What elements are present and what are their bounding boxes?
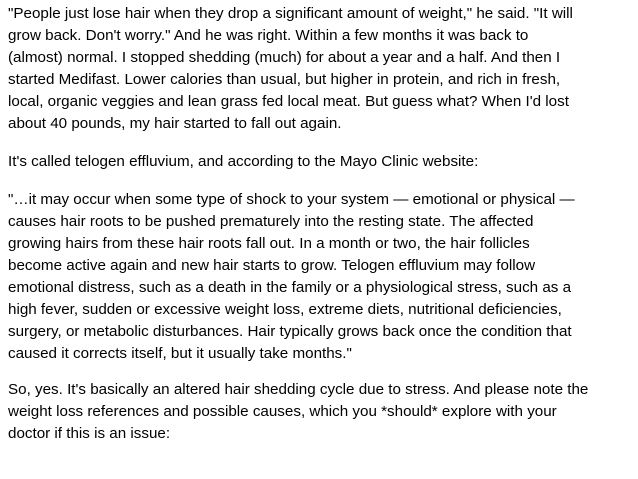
paragraph-telogen-intro bbox=[8, 151, 632, 173]
text-line: become active again and new hair starts to grow. Telogen effluvium may follow bbox=[8, 257, 536, 274]
text-line: "People just lose hair when they drop a significant amount of weight," he said. "It will bbox=[8, 5, 573, 22]
text-line: It's called telogen effluvium, and according to the Mayo Clinic website: bbox=[8, 153, 479, 170]
paragraph-hair-loss-story bbox=[8, 3, 632, 135]
text-line: "…it may occur when some type of shock to your system — emotional or physical — bbox=[8, 191, 575, 208]
text-line: (almost) normal. I stopped shedding (much) for about a year and a half. And then I bbox=[8, 49, 561, 66]
text-line: high fever, sudden or excessive weight loss, extreme diets, nutritional deficiencies, bbox=[8, 301, 562, 318]
text-line: started Medifast. Lower calories than usual, but higher in protein, and rich in fresh, bbox=[8, 71, 561, 88]
text-line: causes hair roots to be pushed prematurely into the resting state. The affected bbox=[8, 213, 534, 230]
paragraph-conclusion bbox=[8, 379, 632, 445]
text-line: grow back. Don't worry." And he was right. Within a few months it was back to bbox=[8, 27, 529, 44]
text-line: local, organic veggies and lean grass fed local meat. But guess what? When I'd lost bbox=[8, 93, 569, 110]
text-line: about 40 pounds, my hair started to fall out again. bbox=[8, 115, 342, 132]
paragraph-mayo-clinic-quote bbox=[8, 189, 632, 365]
text-line: caused it corrects itself, but it usually take months." bbox=[8, 345, 352, 362]
text-line: surgery, or metabolic disturbances. Hair typically grows back once the condition that bbox=[8, 323, 572, 340]
text-line: So, yes. It's basically an altered hair shedding cycle due to stress. And please note the bbox=[8, 381, 589, 398]
text-line: doctor if this is an issue: bbox=[8, 425, 171, 442]
text-line: weight loss references and possible causes, which you *should* explore with your bbox=[8, 403, 557, 420]
text-line: emotional distress, such as a death in the family or a physiological stress, such as a bbox=[8, 279, 572, 296]
text-line: growing hairs from these hair roots fall out. In a month or two, the hair follicles bbox=[8, 235, 530, 252]
